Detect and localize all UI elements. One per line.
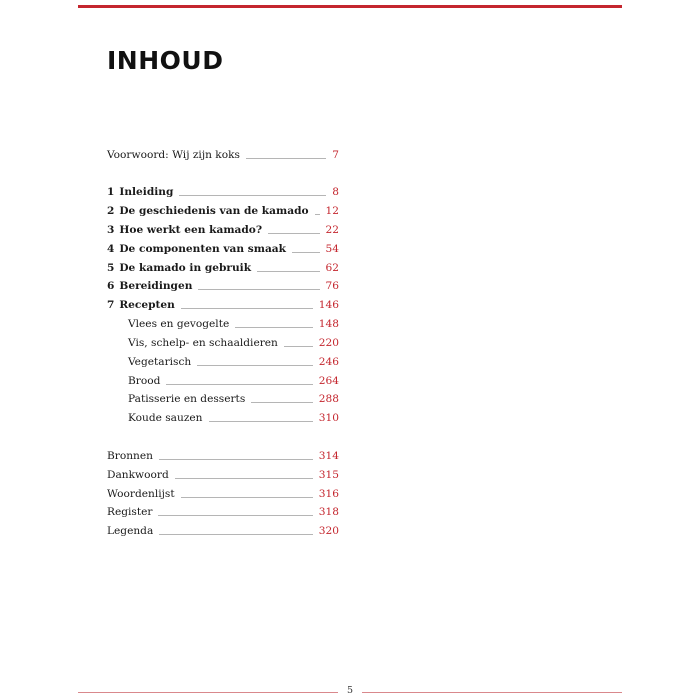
toc-page: 62 xyxy=(325,262,339,274)
toc-subsection xyxy=(128,333,339,349)
toc-label: Vegetarisch xyxy=(128,356,192,368)
toc-subsection xyxy=(128,314,339,330)
toc-label: Bronnen xyxy=(107,450,153,462)
toc-back-matter xyxy=(107,446,339,462)
toc-page: 22 xyxy=(325,224,339,236)
toc-subsection xyxy=(128,389,339,405)
toc-leader xyxy=(158,514,312,516)
toc-page: 12 xyxy=(325,205,339,217)
toc-chapter xyxy=(107,295,339,311)
toc-page: 148 xyxy=(318,318,339,330)
toc-leader xyxy=(175,477,313,479)
toc-number: 4 xyxy=(107,243,115,255)
toc-page: 316 xyxy=(318,488,339,500)
toc-leader xyxy=(292,251,320,253)
toc-number: 1 xyxy=(107,186,115,198)
toc-back-matter xyxy=(107,465,339,481)
toc-page: 220 xyxy=(318,337,339,349)
toc-chapter xyxy=(107,220,339,236)
toc-chapter xyxy=(107,201,339,217)
toc-label: Dankwoord xyxy=(107,469,169,481)
toc-label: Inleiding xyxy=(119,186,174,198)
toc-back-matter xyxy=(107,502,339,518)
toc-chapter xyxy=(107,258,339,274)
toc-subsection xyxy=(128,371,339,387)
toc-page: 288 xyxy=(318,393,339,405)
toc-leader xyxy=(159,458,313,460)
toc-leader xyxy=(197,364,313,366)
toc-subsection xyxy=(128,352,339,368)
toc-label: Vlees en gevogelte xyxy=(128,318,230,330)
toc-page: 315 xyxy=(318,469,339,481)
footer-rule-right xyxy=(362,692,622,693)
toc-label: De componenten van smaak xyxy=(119,243,287,255)
toc-leader xyxy=(284,345,313,347)
footer-rule-left xyxy=(78,692,338,693)
toc-page: 54 xyxy=(325,243,339,255)
toc-chapter xyxy=(107,239,339,255)
toc-number: 5 xyxy=(107,262,115,274)
toc-leader xyxy=(251,401,313,403)
toc-chapter xyxy=(107,276,339,292)
toc-subsection xyxy=(128,408,339,424)
toc-back-matter xyxy=(107,521,339,537)
top-rule xyxy=(78,5,622,8)
toc-leader xyxy=(166,383,312,385)
toc-leader xyxy=(257,270,319,272)
toc-back-matter xyxy=(107,484,339,500)
toc-leader xyxy=(235,326,313,328)
toc-number: 7 xyxy=(107,299,115,311)
toc-page: 310 xyxy=(318,412,339,424)
toc-label: De geschiedenis van de kamado xyxy=(119,205,309,217)
toc-label: Brood xyxy=(128,375,161,387)
toc-leader xyxy=(209,420,313,422)
toc-chapter xyxy=(107,182,339,198)
toc-label: Register xyxy=(107,506,153,518)
toc-label: Woordenlijst xyxy=(107,488,175,500)
toc-leader xyxy=(181,496,313,498)
toc-leader xyxy=(268,232,319,234)
toc-leader xyxy=(181,307,313,309)
toc-leader xyxy=(246,157,326,159)
toc-number: 3 xyxy=(107,224,115,236)
toc-leader xyxy=(159,533,312,535)
page-title: INHOUD xyxy=(107,46,224,75)
toc-leader xyxy=(198,288,319,290)
toc-page: 7 xyxy=(332,149,339,161)
toc-page: 264 xyxy=(318,375,339,387)
toc-label: Bereidingen xyxy=(119,280,193,292)
toc-label: Patisserie en desserts xyxy=(128,393,246,405)
toc-leader xyxy=(315,213,320,215)
toc-page: 246 xyxy=(318,356,339,368)
toc-page: 146 xyxy=(318,299,339,311)
page-number: 5 xyxy=(346,685,354,696)
toc-label: Legenda xyxy=(107,525,154,537)
toc-page: 318 xyxy=(318,506,339,518)
toc-label: Vis, schelp- en schaaldieren xyxy=(128,337,278,349)
toc-label: Koude sauzen xyxy=(128,412,203,424)
toc-foreword xyxy=(107,145,339,161)
toc-page: 320 xyxy=(318,525,339,537)
toc-page: 8 xyxy=(332,186,339,198)
toc-number: 6 xyxy=(107,280,115,292)
toc-page: 76 xyxy=(325,280,339,292)
toc-label: Recepten xyxy=(119,299,175,311)
toc-leader xyxy=(179,194,326,196)
toc-page: 314 xyxy=(318,450,339,462)
toc-label: De kamado in gebruik xyxy=(119,262,252,274)
toc-number: 2 xyxy=(107,205,115,217)
toc-label: Voorwoord: Wij zijn koks xyxy=(107,149,240,161)
toc-label: Hoe werkt een kamado? xyxy=(119,224,263,236)
